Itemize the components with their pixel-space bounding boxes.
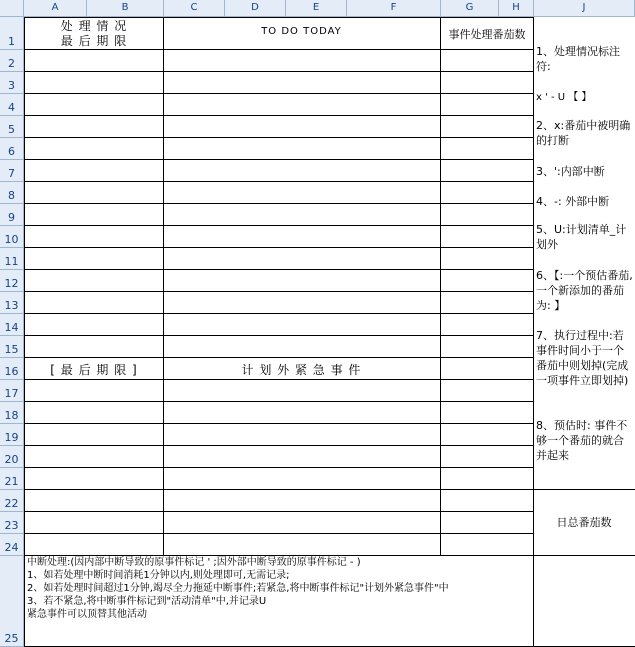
column-header-h[interactable]: H [499,0,534,17]
column-header-j[interactable]: J [534,0,635,17]
cell-todo-row-11[interactable] [164,248,441,270]
interrupt-note-title: 中断处理:(因内部中断导致的原事件标记 ' ;因外部中断导致的原事件标记 - ) [27,557,361,568]
interrupt-note-4: 紧急事件可以顶替其他活动 [27,609,147,620]
row-header-23[interactable]: 23 [0,512,24,534]
cell-pomodoro-row-16[interactable] [441,358,534,380]
row-header-7[interactable]: 7 [0,160,24,182]
header-status-label: 处 理 情 况 [60,19,128,33]
cell-todo-row-16[interactable] [164,358,441,380]
cell-deadline-row-20[interactable] [24,446,164,468]
cell-todo-row-3[interactable] [164,72,441,94]
cell-pomodoro-row-20[interactable] [441,446,534,468]
column-header-g[interactable]: G [441,0,499,17]
cell-todo-row-15[interactable] [164,336,441,358]
cell-pomodoro-row-7[interactable] [441,160,534,182]
row-header-8[interactable]: 8 [0,182,24,204]
cell-todo-row-22[interactable] [164,490,441,512]
cell-c1-f1[interactable] [164,18,441,50]
cell-todo-row-24[interactable] [164,534,441,556]
cell-deadline-row-19[interactable] [24,424,164,446]
legend-item-5: 5、U:计划清单_计划外 [536,223,627,251]
cell-deadline-row-17[interactable] [24,380,164,402]
cell-todo-row-14[interactable] [164,314,441,336]
row-header-4[interactable]: 4 [0,94,24,116]
column-header-c[interactable]: C [164,0,225,17]
row-header-9[interactable]: 9 [0,204,24,226]
interrupt-notes-cell[interactable] [24,556,534,647]
cell-pomodoro-row-4[interactable] [441,94,534,116]
cell-pomodoro-row-6[interactable] [441,138,534,160]
column-header-a[interactable]: A [24,0,87,17]
legend-item-1: 1、处理情况标注符: [536,45,620,73]
cell-deadline-row-8[interactable] [24,182,164,204]
row-header-5[interactable]: 5 [0,116,24,138]
cell-pomodoro-row-9[interactable] [441,204,534,226]
cell-deadline-row-10[interactable] [24,226,164,248]
interrupt-note-3: 3、若不紧急,将中断事件标记到"活动清单"中,并记录U [27,596,267,607]
cell-pomodoro-row-5[interactable] [441,116,534,138]
cell-deadline-row-12[interactable] [24,270,164,292]
unplanned-urgent-label: 计 划 外 紧 急 事 件 [241,363,362,377]
cell-todo-row-17[interactable] [164,380,441,402]
deadline-section-label: [ 最 后 期 限 ] [50,363,138,377]
legend-item-3: 3、':内部中断 [536,165,605,178]
cell-todo-row-12[interactable] [164,270,441,292]
legend-panel [534,0,635,490]
cell-deadline-row-3[interactable] [24,72,164,94]
row-header-19[interactable]: 19 [0,424,24,446]
column-header-d[interactable]: D [225,0,286,17]
cell-deadline-row-14[interactable] [24,314,164,336]
row-header-11[interactable]: 11 [0,248,24,270]
cell-pomodoro-row-13[interactable] [441,292,534,314]
cell-deadline-row-22[interactable] [24,490,164,512]
cell-todo-row-7[interactable] [164,160,441,182]
header-todo-today: TO DO TODAY [261,26,342,37]
cell-deadline-row-24[interactable] [24,534,164,556]
row-header-17[interactable]: 17 [0,380,24,402]
cell-deadline-row-15[interactable] [24,336,164,358]
header-deadline-label: 最 后 期 限 [60,34,128,48]
row-header-18[interactable]: 18 [0,402,24,424]
cell-pomodoro-row-24[interactable] [441,534,534,556]
cell-deadline-row-9[interactable] [24,204,164,226]
cell-deadline-row-2[interactable] [24,50,164,72]
header-pomodoro-count: 事件处理番茄数 [448,28,526,41]
daily-total-cell[interactable] [534,490,635,556]
cell-pomodoro-row-11[interactable] [441,248,534,270]
cell-todo-row-9[interactable] [164,204,441,226]
cell-deadline-row-11[interactable] [24,248,164,270]
cell-pomodoro-row-17[interactable] [441,380,534,402]
cell-deadline-row-23[interactable] [24,512,164,534]
row-header-3[interactable]: 3 [0,72,24,94]
row-header-14[interactable]: 14 [0,314,24,336]
cell-pomodoro-row-14[interactable] [441,314,534,336]
row-header-1[interactable]: 1 [0,17,24,50]
column-header-b[interactable]: B [87,0,164,17]
legend-item-2: 2、x:番茄中被明确的打断 [536,119,631,147]
cell-todo-row-20[interactable] [164,446,441,468]
cell-pomodoro-row-8[interactable] [441,182,534,204]
cell-todo-row-5[interactable] [164,116,441,138]
row-header-21[interactable]: 21 [0,468,24,490]
cell-pomodoro-row-18[interactable] [441,402,534,424]
cell-deadline-row-6[interactable] [24,138,164,160]
cell-a1-b1[interactable] [24,18,164,50]
cell-pomodoro-row-22[interactable] [441,490,534,512]
legend-item-7: 7、执行过程中:若事件时间小于一个番茄中则划掉(完成一项事件立即划掉) [536,329,629,387]
column-header-e[interactable]: E [286,0,347,17]
cell-deadline-row-4[interactable] [24,94,164,116]
legend-item-4: 4、-: 外部中断 [536,195,610,208]
row-header-20[interactable]: 20 [0,446,24,468]
cell-todo-row-18[interactable] [164,402,441,424]
select-all-corner[interactable] [0,0,24,17]
cell-pomodoro-row-21[interactable] [441,468,534,490]
cell-deadline-row-13[interactable] [24,292,164,314]
cell-todo-row-4[interactable] [164,94,441,116]
cell-pomodoro-row-12[interactable] [441,270,534,292]
legend-item-6: 6、【:一个预估番茄,一个新添加的番茄为: 】 [536,269,633,312]
cell-pomodoro-row-3[interactable] [441,72,534,94]
cell-j25[interactable] [534,556,635,647]
cell-deadline-row-5[interactable] [24,116,164,138]
row-header-12[interactable]: 12 [0,270,24,292]
row-header-16[interactable]: 16 [0,358,24,380]
cell-pomodoro-row-19[interactable] [441,424,534,446]
legend-item-8: 8、预估时: 事件不够一个番茄的就合并起来 [536,419,628,462]
cell-todo-row-10[interactable] [164,226,441,248]
cell-pomodoro-row-15[interactable] [441,336,534,358]
cell-todo-row-21[interactable] [164,468,441,490]
cell-deadline-row-16[interactable] [24,358,164,380]
cell-todo-row-6[interactable] [164,138,441,160]
row-header-10[interactable]: 10 [0,226,24,248]
cell-pomodoro-row-10[interactable] [441,226,534,248]
cell-todo-row-13[interactable] [164,292,441,314]
cell-todo-row-23[interactable] [164,512,441,534]
cell-g1-h1[interactable] [441,18,534,50]
cell-todo-row-2[interactable] [164,50,441,72]
cell-pomodoro-row-2[interactable] [441,50,534,72]
interrupt-note-2: 2、如若处理时间超过1分钟,竭尽全力拖延中断事件;若紧急,将中断事件标记"计划外紧急事件"中 [27,583,449,594]
cell-deadline-row-18[interactable] [24,402,164,424]
row-header-15[interactable]: 15 [0,336,24,358]
cell-todo-row-8[interactable] [164,182,441,204]
row-header-24[interactable]: 24 [0,534,24,556]
column-header-f[interactable]: F [347,0,441,17]
row-header-25[interactable]: 25 [0,556,24,647]
row-header-6[interactable]: 6 [0,138,24,160]
row-header-13[interactable]: 13 [0,292,24,314]
row-header-22[interactable]: 22 [0,490,24,512]
cell-pomodoro-row-23[interactable] [441,512,534,534]
interrupt-note-1: 1、如若处理中断时间消耗1分钟以内,则处理即可,无需记录; [27,570,290,581]
cell-todo-row-19[interactable] [164,424,441,446]
legend-symbols: x ' - U 【 】 [536,92,592,103]
cell-deadline-row-7[interactable] [24,160,164,182]
daily-total-label: 日总番茄数 [556,516,612,529]
row-header-2[interactable]: 2 [0,50,24,72]
cell-deadline-row-21[interactable] [24,468,164,490]
